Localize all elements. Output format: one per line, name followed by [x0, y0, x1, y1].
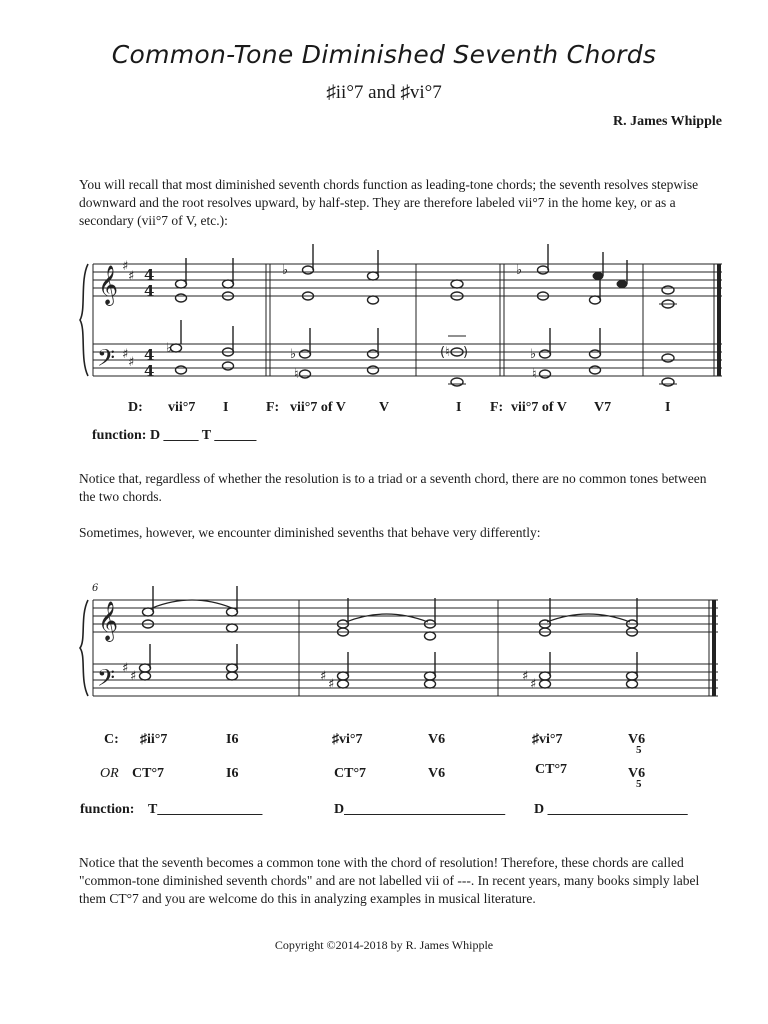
svg-text:♯: ♯ — [122, 347, 129, 362]
page-title: Common-Tone Diminished Seventh Chords — [111, 40, 657, 69]
paragraph-3: Sometimes, however, we encounter diminished sevenths that behave very differently: — [79, 525, 541, 540]
ex2-function-blank-d2: D ____________________ — [534, 802, 688, 817]
ex2-chord-I6-2: I6 — [226, 766, 239, 781]
ex1-chord-I-2: I — [456, 400, 462, 415]
ex1-function-line: function: D _____ T ______ — [92, 428, 257, 443]
ex2-function-blank-t: T_______________ — [148, 802, 263, 817]
page-subtitle: ♯ii°7 and ♯vi°7 — [326, 82, 442, 103]
ex1-chord-vii7: vii°7 — [168, 400, 196, 415]
ex1-chord-I: I — [223, 400, 229, 415]
ex2-chord-sharp-ii7: ♯ii°7 — [140, 732, 168, 747]
svg-text:(♮: (♮ — [440, 345, 450, 360]
ex1-key-f-1: F: — [266, 400, 280, 415]
copyright-footer: Copyright ©2014-2018 by R. James Whipple — [274, 938, 494, 952]
ex1-chord-vii7-of-v-1: vii°7 of V — [290, 400, 346, 415]
ex2-chord-ct7-1: CT°7 — [132, 766, 165, 781]
svg-text:♭: ♭ — [166, 341, 173, 356]
ex2-chord-ct7-3: CT°7 — [535, 762, 568, 777]
svg-text:𝄞: 𝄞 — [98, 601, 119, 641]
ex2-chord-I6: I6 — [226, 732, 239, 747]
author-name: R. James Whipple — [612, 114, 722, 129]
svg-text:♯: ♯ — [530, 677, 537, 692]
ex2-chord-sharp-vi7-2: ♯vi°7 — [532, 732, 563, 747]
svg-text:♭: ♭ — [530, 347, 537, 362]
svg-text:♭: ♭ — [290, 347, 297, 362]
ex2-function-blank-d1: D_______________________ — [334, 802, 506, 817]
ex2-chord-V6-1: V6 — [428, 732, 446, 747]
svg-text:♯: ♯ — [320, 669, 327, 684]
svg-text:♯: ♯ — [328, 677, 335, 692]
svg-text:♭: ♭ — [516, 263, 523, 278]
ex2-chord-V65-2: V6 — [628, 766, 646, 781]
svg-text:♯: ♯ — [122, 259, 129, 274]
ex2-key-c: C: — [104, 732, 119, 747]
paragraph-2: Notice that, regardless of whether the resolution is to a triad or a seventh chord, there are no common tones between the two chords. — [79, 471, 707, 504]
svg-text:♯: ♯ — [128, 269, 135, 284]
svg-text:♮: ♮ — [294, 367, 299, 382]
ex1-chord-vii7-of-v-2: vii°7 of V — [511, 400, 567, 415]
ex2-or-label: OR — [100, 766, 119, 781]
ex2-chord-V6-2: V6 — [428, 766, 446, 781]
closing-paragraph: Notice that the seventh becomes a common tone with the chord of resolution! Therefore, these chords are called "common-tone diminished seventh chords" and are not labelled vii of ---. In recent years, many books simply label them CT°7 and you are welcome do this in analyzing examples in musical literature. — [79, 855, 700, 906]
ex2-chord-sharp-vi7-1: ♯vi°7 — [332, 732, 363, 747]
svg-text:♯: ♯ — [522, 669, 529, 684]
ex1-chord-V: V — [379, 400, 390, 415]
svg-text:♯: ♯ — [122, 661, 129, 676]
svg-text:): ) — [463, 345, 469, 360]
svg-text:𝄞: 𝄞 — [98, 265, 119, 305]
svg-text:𝄢: 𝄢 — [97, 344, 116, 377]
svg-text:4: 4 — [144, 282, 155, 300]
ex2-function-label: function: — [80, 802, 135, 817]
svg-text:♮: ♮ — [532, 367, 537, 382]
ex2-chord-ct7-2: CT°7 — [334, 766, 367, 781]
measure-number: 6 — [92, 583, 99, 594]
ex2-figure-5: 5 — [636, 744, 642, 756]
svg-text:4: 4 — [144, 362, 155, 380]
svg-text:𝄢: 𝄢 — [97, 664, 116, 697]
ex1-chord-I-3: I — [665, 400, 671, 415]
ex1-key-f-2: F: — [490, 400, 504, 415]
svg-text:4: 4 — [144, 346, 155, 364]
svg-text:♭: ♭ — [282, 263, 289, 278]
intro-paragraph: You will recall that most diminished seventh chords function as leading-tone chords; the seventh resolves stepwise downward and the root resolves upward, by half-step. They are therefore labeled vii°7 in the home key, or as a secondary (vii°7 of V, etc.): — [79, 177, 699, 228]
svg-text:♯: ♯ — [130, 669, 137, 684]
ex1-chord-V7: V7 — [594, 400, 612, 415]
ex1-key-d: D: — [128, 400, 143, 415]
ex2-figure-5-2: 5 — [636, 778, 642, 790]
svg-text:4: 4 — [144, 266, 155, 284]
svg-text:♯: ♯ — [128, 355, 135, 370]
ex2-chord-V65: V6 — [628, 732, 646, 747]
